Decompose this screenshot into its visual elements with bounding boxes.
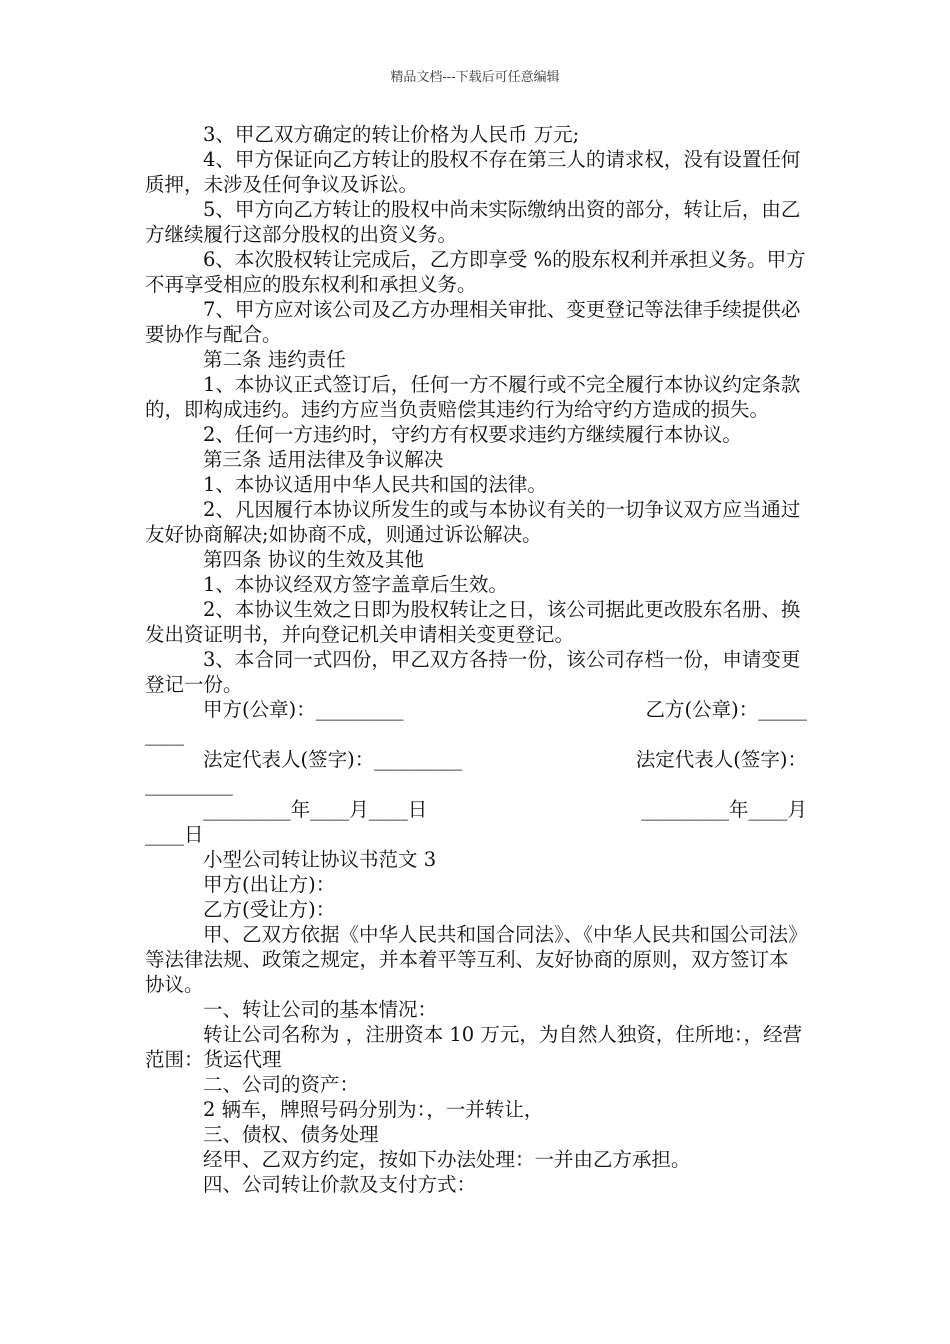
article-3-item-2: 2、凡因履行本协议所发生的或与本协议有关的一切争议双方应当通过友好协商解决;如协商不成，则通过诉讼解决。: [145, 498, 801, 546]
clause-6: 6、本次股权转让完成后，乙方即享受 %的股东权利并承担义务。甲方不再享受相应的股东权利和承担义务。: [145, 248, 806, 296]
clause-5: 5、甲方向乙方转让的股权中尚未实际缴纳出资的部分，转让后，由乙方继续履行这部分股权的出资义务。: [145, 198, 801, 246]
rep-b-signature-continued: _________: [145, 773, 233, 796]
document-body: [145, 122, 807, 1197]
article-4-item-2: 2、本协议生效之日即为股权转让之日，该公司据此更改股东名册、换发出资证明书，并向登记机关申请相关变更登记。: [145, 598, 801, 646]
section-3-title: 小型公司转让协议书范文 3: [203, 848, 437, 871]
date-b-continued: ____日: [145, 823, 204, 846]
section-3-party-b: 乙方(受让方)：: [203, 898, 336, 921]
section-3-heading-1: 一、转让公司的基本情况：: [203, 998, 438, 1021]
clause-7: 7、甲方应对该公司及乙方办理相关审批、变更登记等法律手续提供必要协作与配合。: [145, 298, 801, 346]
date-b: _________年____月: [641, 798, 807, 821]
article-4-item-1: 1、本协议经双方签字盖章后生效。: [203, 573, 508, 596]
article-3-item-1: 1、本协议适用中华人民共和国的法律。: [203, 473, 547, 496]
signature-date-row: [145, 797, 807, 822]
section-3-heading-2: 二、公司的资产：: [203, 1073, 360, 1096]
section-3-body-3: 经甲、乙双方约定，按如下办法处理：一并由乙方承担。: [203, 1148, 691, 1171]
signature-rep-row: [145, 747, 807, 772]
section-3-party-a: 甲方(出让方)：: [203, 873, 336, 896]
rep-b-signature: 法定代表人(签字)：: [635, 748, 807, 771]
article-4-item-3: 3、本合同一式四份，甲乙双方各持一份，该公司存档一份，申请变更登记一份。: [145, 648, 801, 696]
date-a: _________年____月____日: [203, 798, 428, 821]
article-4-heading: 第四条 协议的生效及其他: [203, 548, 424, 571]
article-3-heading: 第三条 适用法律及争议解决: [203, 448, 444, 471]
section-3-body-2: 2 辆车，牌照号码分别为：，一并转让，: [203, 1098, 544, 1121]
clause-3: 3、甲乙双方确定的转让价格为人民币 万元;: [203, 123, 580, 146]
rep-a-signature: 法定代表人(签字)：_________: [203, 748, 462, 771]
article-2-item-2: 2、任何一方违约时，守约方有权要求违约方继续履行本协议。: [203, 423, 742, 446]
article-2-heading: 第二条 违约责任: [203, 348, 346, 371]
article-2-item-1: 1、本协议正式签订后，任何一方不履行或不完全履行本协议约定条款的，即构成违约。违约方应当负责赔偿其违约行为给守约方造成的损失。: [145, 373, 801, 421]
page-header: 精品文档---下载后可任意编辑: [390, 70, 560, 85]
clause-4: 4、甲方保证向乙方转让的股权不存在第三人的请求权，没有设置任何质押，未涉及任何争议及诉讼。: [145, 148, 801, 196]
section-3-heading-3: 三、债权、债务处理: [203, 1123, 379, 1146]
party-b-seal-continued: ____: [145, 723, 184, 746]
party-a-seal: 甲方(公章)：_________: [203, 698, 404, 721]
section-3-heading-4: 四、公司转让价款及支付方式：: [203, 1173, 477, 1196]
party-b-seal: 乙方(公章)：_____: [645, 698, 807, 721]
signature-party-row: [145, 697, 807, 722]
section-3-body-1: 转让公司名称为 ，注册资本 10 万元，为自然人独资，住所地：，经营范围：货运代理: [145, 1023, 803, 1071]
section-3-intro: 甲、乙双方依据《中华人民共和国合同法》、《中华人民共和国公司法》等法律法规、政策之规定，并本着平等互利、友好协商的原则，双方签订本协议。: [145, 923, 798, 996]
